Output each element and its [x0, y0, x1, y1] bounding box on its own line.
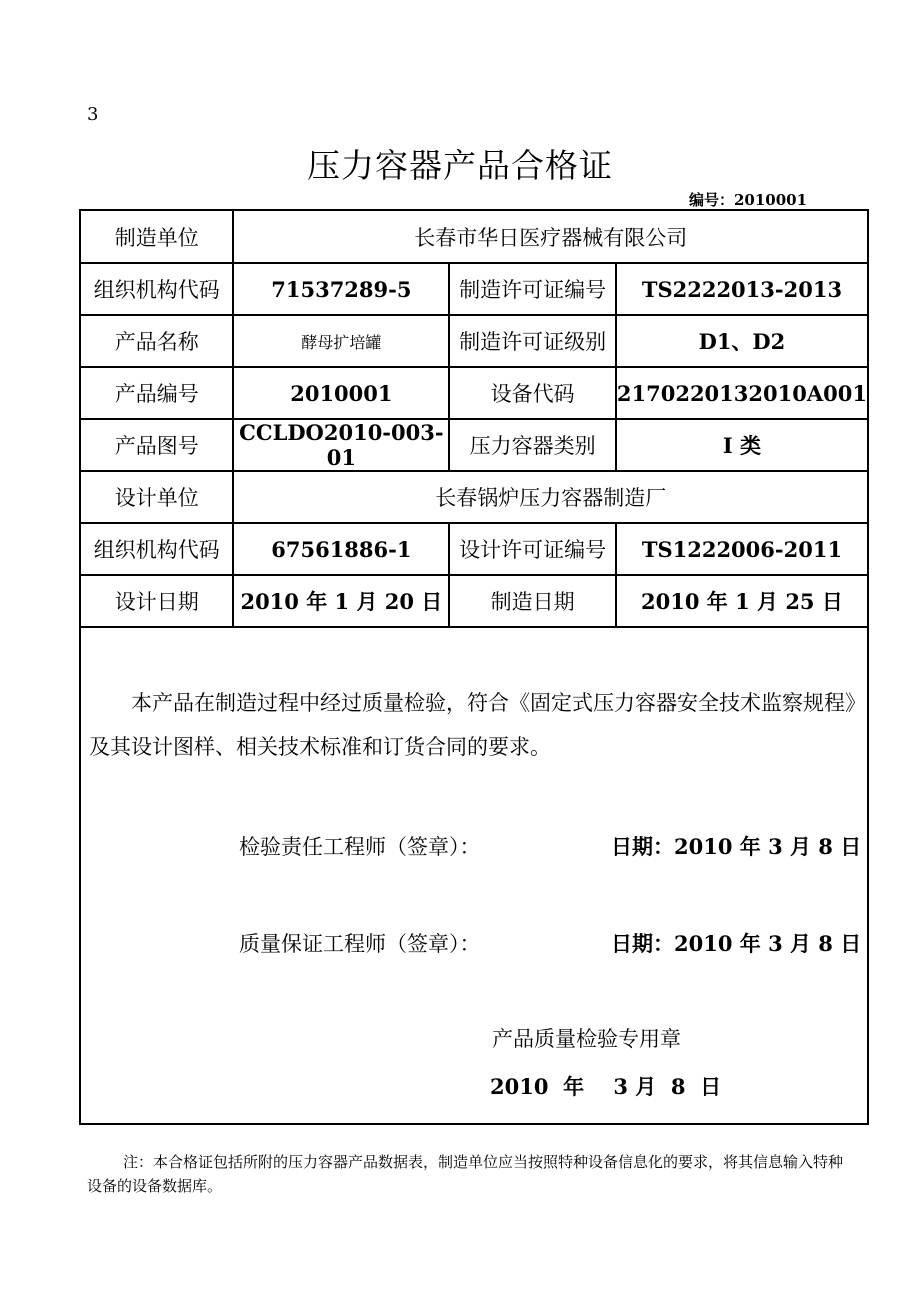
table-row	[81, 419, 867, 471]
design-license-value: TS1222006-2011	[616, 523, 867, 575]
manufacture-date-value: 2010 年 1 月 25 日	[616, 575, 867, 627]
field-label: 产品名称	[81, 315, 233, 367]
field-label: 设计单位	[81, 471, 233, 523]
field-label: 设备代码	[449, 367, 616, 419]
certificate-frame	[79, 209, 869, 1125]
product-number-value: 2010001	[233, 367, 449, 419]
table-row	[81, 471, 867, 523]
table-row	[81, 263, 867, 315]
designer-value: 长春锅炉压力容器制造厂	[233, 471, 867, 523]
field-label: 制造许可证编号	[449, 263, 616, 315]
quality-engineer-label: 质量保证工程师（签章）：	[239, 932, 481, 956]
product-name-value: 酵母扩培罐	[233, 315, 449, 367]
equipment-code-value: 2170220132010A001	[616, 367, 867, 419]
field-label: 设计日期	[81, 575, 233, 627]
license-level-value: D1、D2	[616, 315, 867, 367]
org-code-value: 71537289-5	[233, 263, 449, 315]
inspection-engineer-label: 检验责任工程师（签章）：	[239, 835, 481, 859]
table-row	[81, 367, 867, 419]
table-row	[81, 315, 867, 367]
page-number: 3	[87, 104, 99, 125]
field-label: 制造单位	[81, 211, 233, 263]
field-label: 组织机构代码	[81, 523, 233, 575]
table-row	[81, 211, 867, 263]
certificate-number: 编号：2010001	[689, 191, 808, 209]
footnote: 注：本合格证包括所附的压力容器产品数据表，制造单位应当按照特种设备信息化的要求，将其信息输入特种设备的设备数据库。	[87, 1153, 844, 1195]
design-org-code-value: 67561886-1	[233, 523, 449, 575]
inspection-date: 日期：2010 年 3 月 8 日	[611, 834, 862, 859]
drawing-number-value: CCLDO2010-003-01	[233, 419, 449, 471]
manufacturer-value: 长春市华日医疗器械有限公司	[233, 211, 867, 263]
quality-date: 日期：2010 年 3 月 8 日	[611, 931, 862, 956]
table-row	[81, 575, 867, 627]
field-label: 产品编号	[81, 367, 233, 419]
document-title: 压力容器产品合格证	[307, 146, 613, 185]
field-label: 压力容器类别	[449, 419, 616, 471]
field-label: 设计许可证编号	[449, 523, 616, 575]
field-label: 产品图号	[81, 419, 233, 471]
stamp-date: 2010 年 3 月 8 日	[490, 1074, 722, 1099]
stamp-label: 产品质量检验专用章	[492, 1027, 681, 1051]
field-label: 组织机构代码	[81, 263, 233, 315]
design-date-value: 2010 年 1 月 20 日	[233, 575, 449, 627]
field-label: 制造日期	[449, 575, 616, 627]
info-table	[81, 211, 867, 628]
mfg-license-value: TS2222013-2013	[616, 263, 867, 315]
vessel-category-value: I 类	[616, 419, 867, 471]
compliance-statement: 本产品在制造过程中经过质量检验，符合《固定式压力容器安全技术监察规程》及其设计图样、相关技术标准和订货合同的要求。	[89, 691, 856, 759]
field-label: 制造许可证级别	[449, 315, 616, 367]
table-row	[81, 523, 867, 575]
